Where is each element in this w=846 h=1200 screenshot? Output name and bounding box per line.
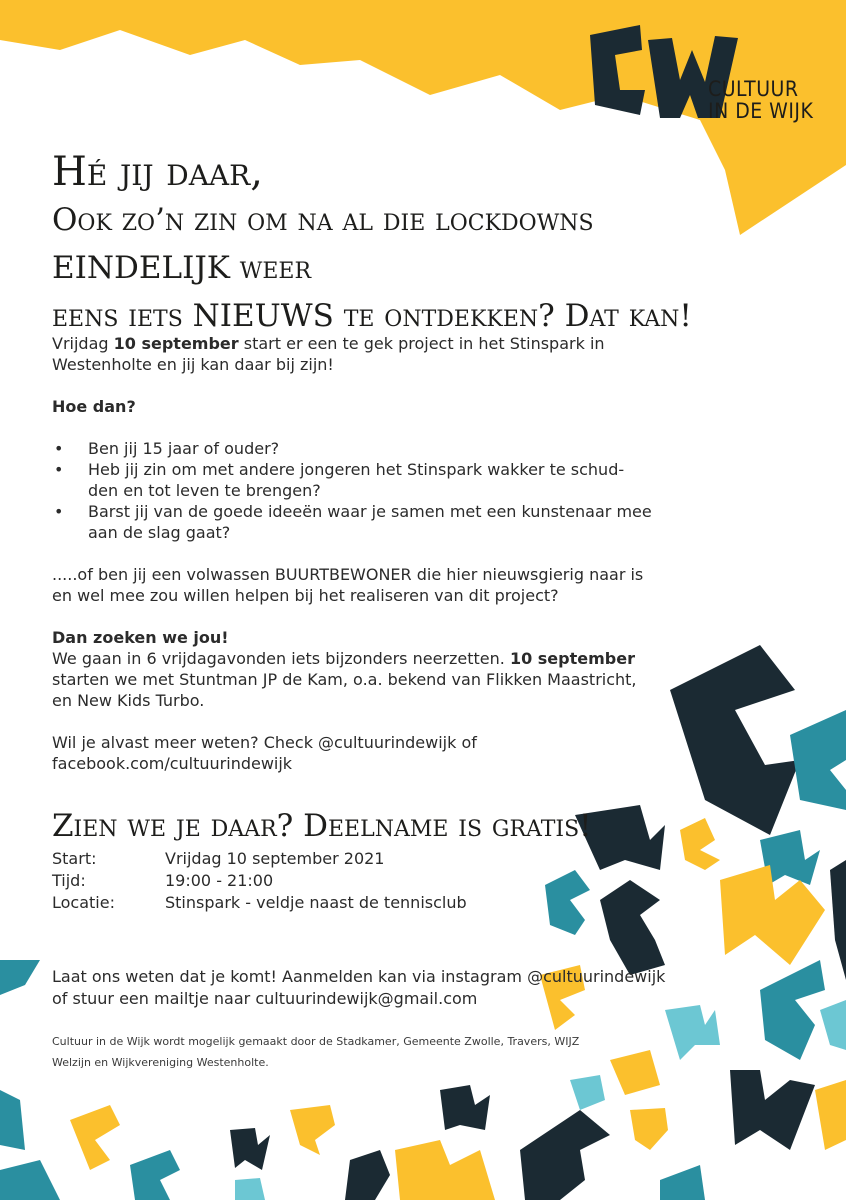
detail-row [52, 870, 467, 892]
footer-credits: Cultuur in de Wijk wordt mogelijk gemaakt door de Stadkamer, Gemeente Zwolle, Travers, WIJZ Welzijn en Wijkvereniging Westenholte. [52, 1035, 580, 1069]
headline [52, 148, 732, 340]
logo-line-2: IN DE WIJK [708, 99, 814, 123]
meer-paragraph: Wil je alvast meer weten? Check @cultuurindewijk of facebook.com/cultuurindewijk [52, 733, 477, 773]
zoeken-pre: We gaan in 6 vrijdagavonden iets bijzonders neerzetten. [52, 649, 510, 668]
zoeken-post: starten we met Stuntman JP de Kam, o.a. bekend van Flikken Maastricht, en New Kids Turbo. [52, 670, 637, 710]
detail-label: Tijd: [52, 871, 86, 890]
detail-label: Start: [52, 849, 97, 868]
question-list [52, 438, 652, 543]
headline-line-3: eens iets NIEUWS te ontdekken? Dat kan! [52, 298, 692, 334]
detail-label: Locatie: [52, 893, 115, 912]
list-item: • Heb jij zin om met andere jongeren het Stinspark wakker te schud-den en tot leven te brengen? [52, 459, 652, 501]
list-item: • Ben jij 15 jaar of ouder? [52, 438, 652, 459]
detail-value: 19:00 - 21:00 [165, 871, 274, 890]
headline-line-1: Hé jij daar, [52, 149, 263, 195]
zoeken-date: 10 september [509, 649, 635, 668]
detail-row [52, 848, 467, 870]
signup-paragraph: Laat ons weten dat je komt! Aanmelden kan via instagram @cultuurindewijk of stuur een mailtje naar cultuurindewijk@gmail.com [52, 967, 666, 1008]
detail-value: Stinspark - veldje naast de tennisclub [165, 893, 467, 912]
list-item: • Barst jij van de goede ideeën waar je samen met een kunstenaar mee aan de slag gaat? [52, 501, 652, 543]
intro-paragraph [52, 333, 652, 375]
intro-pre: Vrijdag [52, 334, 114, 353]
volwassen-paragraph: .....of ben jij een volwassen BUURTBEWONER die hier nieuwsgierig naar is en wel mee zou willen helpen bij het realiseren van dit project? [52, 565, 644, 605]
hoe-dan-heading [52, 396, 652, 417]
body-text [52, 333, 652, 774]
intro-post: start er een te gek project in het Stinspark in Westenholte en jij kan daar bij zijn! [52, 334, 605, 374]
zoeken-title: Dan zoeken we jou! [52, 628, 229, 647]
logo-line-1: CULTUUR [708, 77, 799, 101]
zoeken-heading [52, 627, 652, 648]
detail-value: Vrijdag 10 september 2021 [165, 849, 385, 868]
hoe-dan-text: Hoe dan? [52, 397, 136, 416]
zoeken-paragraph [52, 648, 652, 711]
sub-headline: Zien we je daar? Deelname is gratis! [52, 808, 592, 844]
detail-row [52, 892, 467, 914]
event-details [52, 848, 467, 914]
headline-line-2: Ook zo’n zin om na al die lockdowns EINDELIJK weer [52, 202, 594, 286]
intro-date: 10 september [113, 334, 239, 353]
logo-text [708, 78, 813, 122]
